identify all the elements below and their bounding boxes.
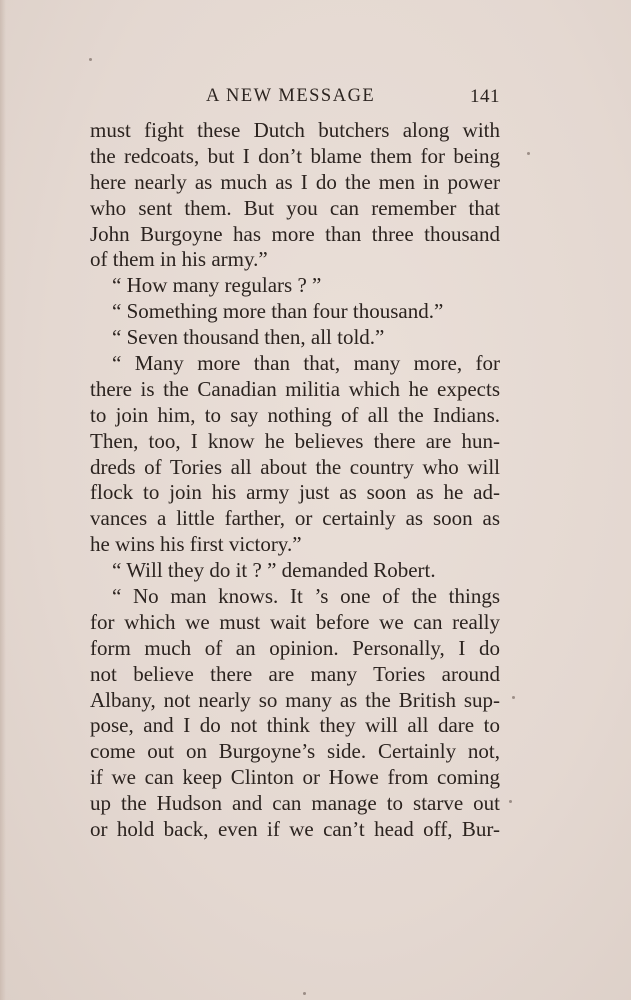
text-line: the redcoats, but I don’t blame them for being (90, 143, 500, 168)
paper-speck (527, 152, 530, 155)
running-title: A NEW MESSAGE (206, 86, 376, 106)
text-line: vances a little farther, or certainly as soon as (90, 506, 500, 531)
text-line: if we can keep Clinton or Howe from coming (90, 765, 500, 790)
text-line: for which we must wait before we can really (90, 609, 500, 634)
text-line: form much of an opinion. Personally, I do (90, 635, 500, 660)
text-line: here nearly as much as I do the men in power (90, 169, 500, 194)
text-line: of them in his army.” (90, 247, 268, 272)
text-line: or hold back, even if we can’t head off, Bur- (90, 817, 500, 842)
text-line: Albany, not nearly so many as the British sup- (90, 687, 500, 712)
paper-speck (89, 58, 92, 61)
text-line: “ Seven thousand then, all told.” (112, 325, 385, 350)
text-line: “ Many more than that, many more, for (112, 351, 500, 376)
text-line: not believe there are many Tories around (90, 661, 500, 686)
text-line: Then, too, I know he believes there are hun- (90, 428, 500, 453)
text-line: who sent them. But you can remember that (90, 195, 500, 220)
text-line: “ No man knows. It ’s one of the things (112, 584, 500, 609)
text-line: John Burgoyne has more than three thousand (90, 221, 500, 246)
paper-speck (303, 992, 306, 995)
text-line: “ How many regulars ? ” (112, 273, 322, 298)
body-text (90, 118, 500, 843)
page-number: 141 (470, 86, 500, 107)
paper-speck (509, 800, 512, 803)
running-head (90, 86, 500, 110)
text-line: “ Will they do it ? ” demanded Robert. (112, 558, 436, 583)
text-line: he wins his first victory.” (90, 532, 302, 557)
text-line: dreds of Tories all about the country who will (90, 454, 500, 479)
text-line: pose, and I do not think they will all dare to (90, 713, 500, 738)
text-line: must fight these Dutch butchers along with (90, 118, 500, 142)
paper-speck (512, 696, 515, 699)
text-line: “ Something more than four thousand.” (112, 299, 444, 324)
text-line: there is the Canadian militia which he expects (90, 376, 500, 401)
text-line: up the Hudson and can manage to starve out (90, 791, 500, 816)
page-edge-shadow (0, 0, 6, 1000)
text-line: flock to join his army just as soon as he ad- (90, 480, 500, 505)
text-line: to join him, to say nothing of all the Indians. (90, 402, 500, 427)
text-line: come out on Burgoyne’s side. Certainly not, (90, 739, 500, 764)
